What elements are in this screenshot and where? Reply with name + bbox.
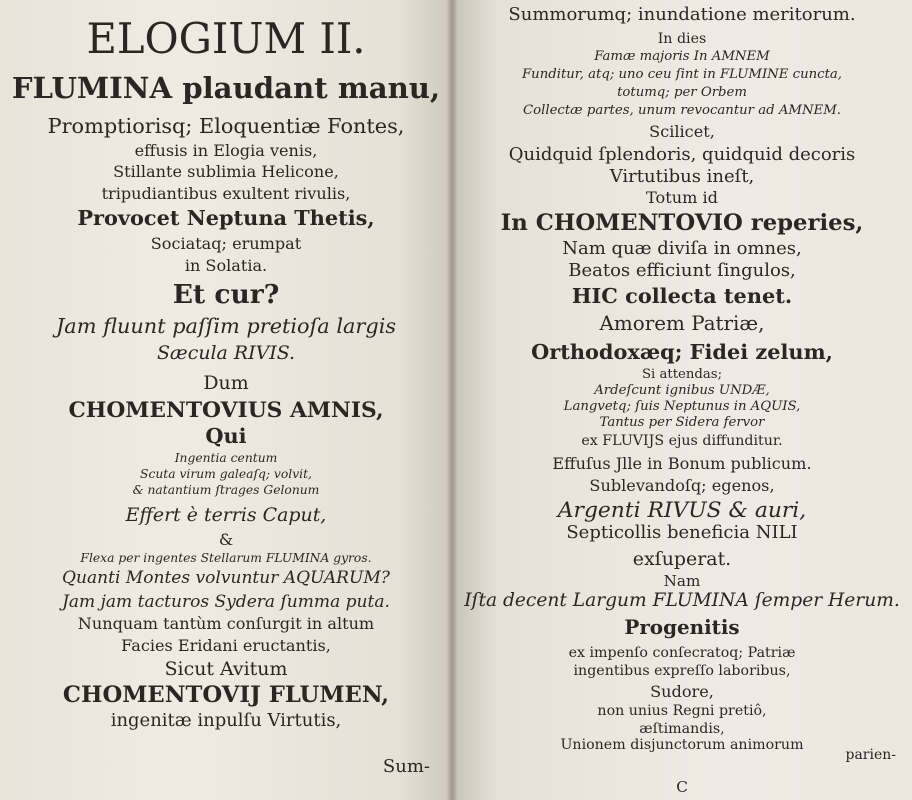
catchword-left: Sum- <box>382 756 430 777</box>
right-page-text-line: In dies <box>657 31 707 47</box>
left-page-text-line: CHOMENTOVIUS AMNIS, <box>68 398 384 423</box>
right-page-text-line: Tantus per Sidera fervor <box>599 415 765 430</box>
right-page <box>452 0 912 800</box>
right-page-text-line: Sublevandoſq; egenos, <box>589 476 775 495</box>
right-page-text-line: Si attendas; <box>641 367 723 382</box>
left-page-text-line: & natantium ſtrages Gelonum <box>132 483 320 497</box>
left-page-text-line: Jam fluunt paſſim pretioſa largis <box>55 314 397 338</box>
left-page-text-line: Effert è terris Caput, <box>125 504 327 526</box>
right-page-text-line: Effuſus Jlle in Bonum publicum. <box>552 454 812 473</box>
left-page-text-line: Et cur? <box>172 279 280 310</box>
left-page-text-line: Dum <box>203 372 249 394</box>
left-page-text-line: Ingentia centum <box>174 451 278 465</box>
right-page-text-line: ex FLUVIJS ejus diffunditur. <box>581 433 783 449</box>
right-page-text-line: ex impenſo conſecratoq; Patriæ <box>568 645 796 661</box>
catchword-right: parien- <box>845 747 896 763</box>
left-page-text-line: effusis in Elogia venis, <box>134 141 318 160</box>
right-page-text-line: Septicollis beneficia NILI <box>566 522 798 543</box>
left-page-text-line: Stillante sublimia Helicone, <box>113 162 339 181</box>
left-page-text-line: in Solatia. <box>184 256 268 275</box>
left-page-text-line: Provocet Neptuna Thetis, <box>77 205 375 230</box>
signature-mark: C <box>676 778 688 796</box>
left-page-text-line: & <box>218 530 234 549</box>
left-page-text-line: ELOGIUM II. <box>86 14 366 63</box>
right-page-text-line: Iſta decent Largum FLUMINA ſemper Herum. <box>464 590 900 611</box>
left-page-text-line: Qui <box>205 423 247 448</box>
left-page-text-line: tripudiantibus exultent rivulis, <box>101 184 351 203</box>
right-page-text-line: Totum id <box>646 188 718 207</box>
right-page-text-line: totumq; per Orbem <box>617 85 747 100</box>
right-page-text-line: Funditur, atq; uno ceu ſint in FLUMINE cuncta, <box>521 67 843 82</box>
right-page-text-line: ingentibus expreſſo laboribus, <box>573 663 791 679</box>
right-page-text-line: Progenitis <box>624 615 740 639</box>
right-page-text-line: Collectæ partes, unum revocantur ad AMNEM. <box>523 103 841 118</box>
right-page-text-line: Orthodoxæq; Fidei zelum, <box>531 339 833 364</box>
right-page-text-line: Nam <box>663 572 701 590</box>
right-page-text-line: In CHOMENTOVIO reperies, <box>500 210 864 236</box>
right-page-text-line: Summorumq; inundatione meritorum. <box>508 4 856 25</box>
book-gutter <box>446 0 458 800</box>
right-page-text-line: Langvetq; ſuis Neptunus in AQUIS, <box>563 399 801 414</box>
right-page-text-line: Beatos efficiunt ſingulos, <box>568 260 796 281</box>
right-page-text-line: Argenti RIVUS & auri, <box>557 498 807 523</box>
right-page-text-line: Scilicet, <box>649 122 715 141</box>
right-page-text-line: Sudore, <box>650 682 714 701</box>
right-page-text-line: exſuperat. <box>632 548 732 570</box>
left-page-text-line: Nunquam tantùm conſurgit in altum <box>77 614 375 633</box>
left-page-text-line: Quanti Montes volvuntur AQUARUM? <box>62 568 390 588</box>
left-page-text-line: Sicut Avitum <box>164 658 288 680</box>
right-page-text-line: Quidquid ſplendoris, quidquid decoris <box>508 144 856 165</box>
right-page-text-line: non unius Regni pretiô, <box>597 703 767 719</box>
left-page-text-line: ingenitæ inpulſu Virtutis, <box>110 710 342 731</box>
left-page-text-line: Facies Eridani eructantis, <box>121 636 331 655</box>
left-page-text-line: CHOMENTOVIJ FLUMEN, <box>62 682 390 708</box>
left-page-text-line: Flexa per ingentes Stellarum FLUMINA gyros. <box>80 551 372 565</box>
left-page-text-line: Promptiorisq; Eloquentiæ Fontes, <box>47 114 405 138</box>
right-page-text-line: Famæ majoris In AMNEM <box>594 49 770 64</box>
right-page-text-line: Amorem Patriæ, <box>599 312 765 335</box>
right-page-text-line: Ardeſcunt ignibus UNDÆ, <box>594 383 770 398</box>
left-page-text-line: Scuta virum galeaſq; volvit, <box>140 467 312 481</box>
right-page-text-line: Virtutibus ineſt, <box>609 166 755 187</box>
left-page-text-line: FLUMINA plaudant manu, <box>11 71 441 105</box>
left-page-text-line: Sæcula RIVIS. <box>156 342 296 364</box>
right-page-text-line: Unionem disjunctorum animorum <box>560 737 804 753</box>
left-page-text-line: Sociataq; erumpat <box>150 234 302 253</box>
right-page-text-line: æſtimandis, <box>639 721 725 737</box>
right-page-text-line: HIC collecta tenet. <box>571 283 793 308</box>
left-page <box>0 0 452 800</box>
right-page-text-line: Nam quæ diviſa in omnes, <box>562 238 802 259</box>
left-page-text-line: Jam jam tacturos Sydera ſumma puta. <box>62 592 390 612</box>
